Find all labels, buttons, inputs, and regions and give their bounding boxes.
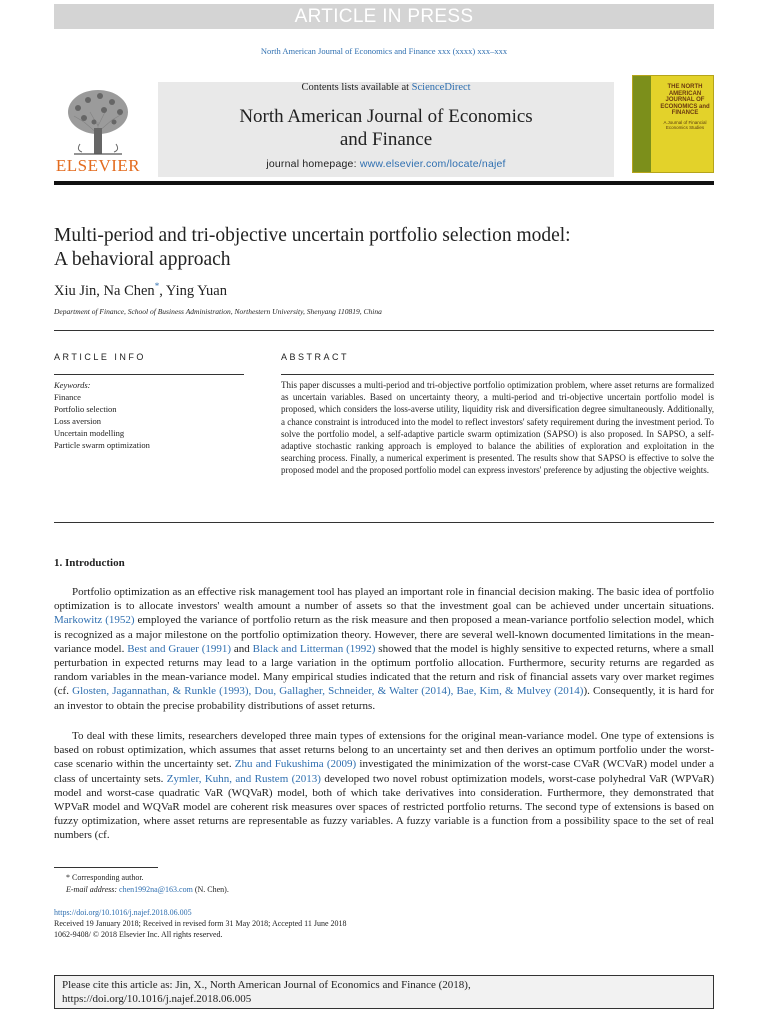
para-text: Portfolio optimization as an effective risk management tool has played an important role in financial decision making. The basic idea of portfolio optimization is to allocate investors' wealth amount a number of assets so that the investment goal can be achieved under uncertain situations. bbox=[54, 586, 714, 613]
abstract-bottom-divider bbox=[54, 522, 714, 523]
para-text: employed the variance of portfolio return as the risk measure and then proposed a mean-variance portfolio selection model, which is recognized as a major milestone on the portfolio optimization theory. However, there are several well-known documented limitations in the mean-variance model. bbox=[54, 614, 715, 655]
cite-line-2[interactable]: https://doi.org/10.1016/j.najef.2018.06.005 bbox=[62, 993, 252, 1005]
cover-stripe bbox=[633, 76, 651, 172]
intro-paragraph-2 bbox=[54, 729, 714, 843]
citation-link[interactable]: Zhu and Fukushima (2009) bbox=[234, 758, 357, 771]
copyright-line: 1062-9408/ © 2018 Elsevier Inc. All rights reserved. bbox=[54, 930, 223, 939]
keywords-heading: Keywords: bbox=[54, 380, 91, 390]
abstract-divider bbox=[281, 374, 714, 375]
journal-citation-link[interactable]: North American Journal of Economics and Finance xxx (xxxx) xxx–xxx bbox=[260, 46, 508, 56]
cite-line-1: Please cite this article as: Jin, X., North American Journal of Economics and Finance (2018), bbox=[62, 979, 471, 991]
citation-link[interactable]: Glosten, Jagannathan, & Runkle (1993), Dou, Gallagher, Schneider, & Walter (2014), Bae, Kim, & Mulvey (2014) bbox=[72, 685, 584, 698]
para-text: developed two novel robust optimization models, worst-case polyhedral VaR (WPVaR) model and worst-case quadratic VaR (WQVaR) model, both of which take derivatives into consideration. Furthermore, they demonstrated that WPVaR model and WQVaR model are coherent risk measures over spaces of restricted portfolio returns. The second type of extensions is based on fuzzy optimization, where asset returns are representable as fuzzy variables. A fuzzy variable is a function from a possibility space to the set of real numbers (cf. bbox=[54, 772, 715, 842]
citation-link[interactable]: Zymler, Kuhn, and Rustem (2013) bbox=[166, 772, 321, 785]
keyword-item: Particle swarm optimization bbox=[54, 440, 150, 450]
corresponding-author-note: * Corresponding author. bbox=[66, 873, 144, 882]
para-text: ). Consequently, it is hard for an investor to obtain the precise probability distributions of asset returns. bbox=[54, 685, 715, 712]
keyword-item: Portfolio selection bbox=[54, 404, 117, 414]
author-1: Xiu Jin, bbox=[54, 282, 104, 299]
para-text: and bbox=[231, 642, 253, 655]
email-link[interactable]: chen1992na@163.com bbox=[119, 885, 193, 894]
article-in-press-banner: ARTICLE IN PRESS bbox=[54, 4, 714, 29]
contents-line bbox=[158, 82, 614, 93]
section-heading-introduction: 1. Introduction bbox=[54, 557, 125, 569]
corresponding-author-mark[interactable]: * bbox=[154, 281, 160, 291]
homepage-prefix: journal homepage: bbox=[266, 158, 360, 170]
journal-title-line1: North American Journal of Economics bbox=[239, 106, 533, 127]
author-3: , Ying Yuan bbox=[159, 282, 227, 299]
affiliation-divider bbox=[54, 330, 714, 331]
article-title-line1: Multi-period and tri-objective uncertain portfolio selection model: bbox=[54, 225, 571, 246]
cover-subtitle: A Journal of Financial Economics Studies bbox=[663, 120, 707, 130]
abstract-text: This paper discusses a multi-period and tri-objective portfolio optimization problem, where asset returns are formalized as uncertain variables. Based on uncertainty theory, a multi-period and tri-objective uncertain portfolio model is proposed, which considers the loss-averse utility, liquidity risk and diversification degree simultaneously. Additionally, a chance constraint is introduced into the model to reflect investors' safety requirement during the investment period. To solve the portfolio model, a self-adaptive particle swarm optimization (SAPSO) is also proposed. In SAPSO, a self-adaptive stochastic ranking approach is employed to balance the abilities of exploration and exploitation in the searching process. Finally, a numerical experiment is presented. The results show that SAPSO is effective to solve the proposed model and the proposed portfolio model can express investors' preference by adjusting the objective weights. bbox=[281, 380, 714, 476]
journal-title bbox=[158, 105, 614, 151]
keyword-item: Loss aversion bbox=[54, 416, 101, 426]
publisher-wordmark: ELSEVIER bbox=[55, 156, 141, 175]
keyword-item: Finance bbox=[54, 392, 81, 402]
email-footnote bbox=[66, 884, 229, 895]
citation-link[interactable]: Markowitz (1952) bbox=[54, 614, 135, 627]
cover-title: THE NORTH AMERICAN JOURNAL OF ECONOMICS and FINANCE bbox=[660, 84, 710, 116]
journal-homepage bbox=[158, 158, 614, 170]
article-title bbox=[54, 224, 714, 272]
article-title-line2: A behavioral approach bbox=[54, 249, 231, 270]
doi-link[interactable]: https://doi.org/10.1016/j.najef.2018.06.005 bbox=[54, 908, 192, 917]
affiliation: Department of Finance, School of Business Administration, Northestern University, Shenyang 110819, China bbox=[54, 307, 382, 316]
para-text: To deal with these limits, researchers developed three main types of extensions for the original mean-variance model. One type of extensions is based on robust optimization, which assumes that asset returns belong to an uncertainty set and then derives an optimum portfolio under the worst-case scenario within the uncertainty set. bbox=[54, 730, 714, 771]
abstract-label: ABSTRACT bbox=[281, 352, 350, 362]
article-info-divider bbox=[54, 374, 244, 375]
para-text: showed that the model is highly sensitive to expected returns, where a small perturbation in expected returns may lead to a large variation in the optimum portfolio allocation. Furthermore, security returns are regarded as random variables in the mean-variance model. Many empirical studies indicated that the return and risk of financial assets vary over market regimes (cf. bbox=[54, 642, 714, 698]
journal-title-line2: and Finance bbox=[339, 129, 433, 150]
journal-cover-image bbox=[632, 75, 714, 173]
article-info-label: ARTICLE INFO bbox=[54, 352, 146, 362]
citation-link[interactable]: Best and Grauer (1991) bbox=[127, 642, 232, 655]
received-dates: Received 19 January 2018; Received in revised form 31 May 2018; Accepted 11 June 2018 bbox=[54, 919, 347, 928]
contents-prefix: Contents lists available at bbox=[301, 82, 412, 93]
email-suffix: (N. Chen). bbox=[192, 885, 229, 894]
keyword-item: Uncertain modelling bbox=[54, 428, 125, 438]
keywords-list bbox=[54, 391, 150, 451]
footnote-divider bbox=[54, 867, 158, 868]
para-text: investigated the minimization of the worst-case CVaR (WCVaR) model under a class of uncertainty sets. bbox=[54, 758, 715, 785]
article-metadata bbox=[54, 907, 347, 940]
author-2: Na Chen bbox=[103, 282, 155, 299]
email-label: E-mail address: bbox=[66, 885, 120, 894]
author-list bbox=[54, 281, 227, 300]
cite-this-article-box bbox=[54, 975, 714, 1009]
sciencedirect-link[interactable]: ScienceDirect bbox=[411, 82, 471, 93]
citation-link[interactable]: Black and Litterman (1992) bbox=[252, 642, 376, 655]
intro-paragraph-1 bbox=[54, 585, 714, 713]
header-divider bbox=[54, 181, 714, 185]
homepage-link[interactable]: www.elsevier.com/locate/najef bbox=[359, 158, 506, 170]
